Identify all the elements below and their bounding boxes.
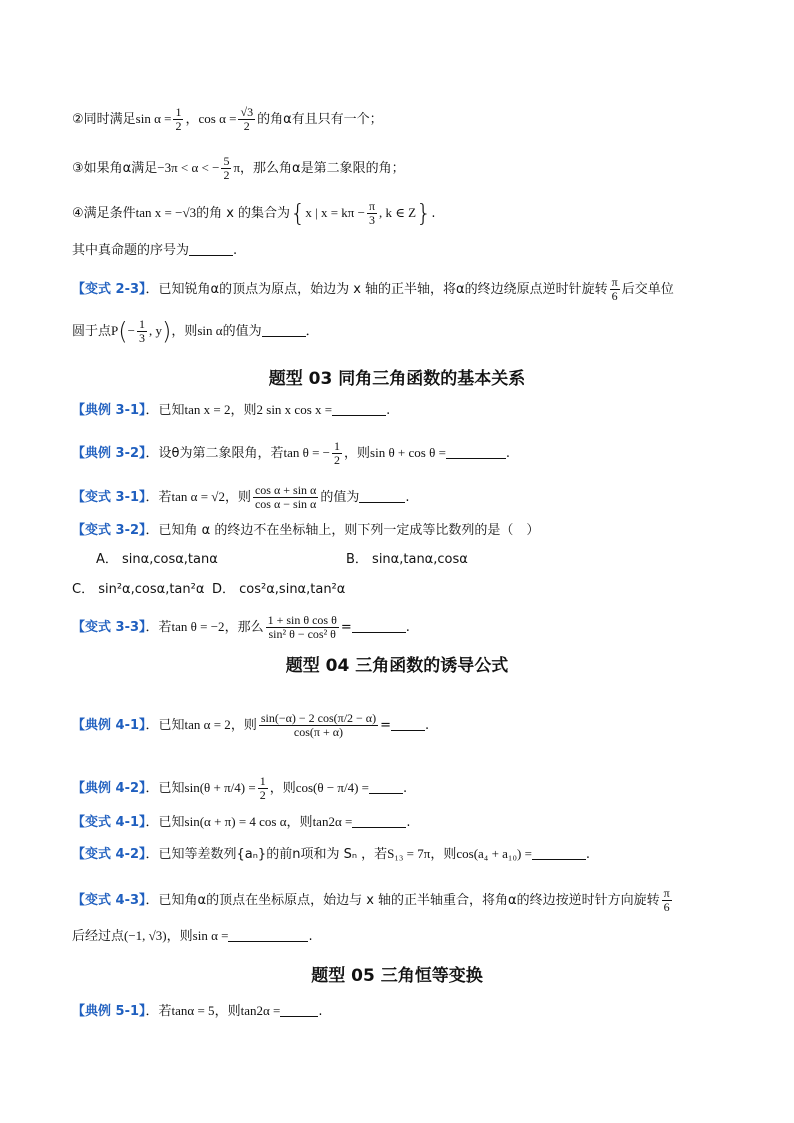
formula-sin: sin α = [135,111,172,126]
fraction: $\frac{\text{cos α + sin α}}{\text{cos α − sin α}}$ [254,483,317,511]
option-c[interactable]: C． sin²α,cosα,tan²α [72,582,205,597]
fraction: $\frac{1}{2}$ [259,774,266,802]
answer-blank[interactable] [391,718,425,731]
variant-3-3: 【变式 3-3】．若tan θ = −2，那么 $\frac{\text{1 + sin θ cos θ}}{\text{sin² θ − cos² θ}}$ = . [72,613,410,641]
answer-blank[interactable] [352,620,406,633]
answer-blank[interactable] [532,847,586,860]
example-4-2: 【典例 4-2】．已知sin(θ + π/4) = $\frac{1}{2}$ ，则cos(θ − π/4) = . [72,774,408,802]
variant-4-3-line1: 【变式 4-3】．已知角α的顶点在坐标原点，始边与 x 轴的正半轴重合，将角α的终边按逆时针方向旋转 $\frac{\pi}{6}$ [72,886,670,914]
fraction: $\frac{1}{2}$ [334,439,341,467]
statement-3: ③如果角α满足−3π < α < − $\frac{5}{2}$ π，那么角α是第二象限的角； [72,154,405,182]
inequality: −3π < α < − [157,160,220,175]
variant-4-1: 【变式 4-1】．已知sin(α + π) = 4 cos α，则tan2α = . [72,814,411,830]
fraction: $\frac{\text{1 + sin θ cos θ}}{\text{sin² θ − cos² θ}}$ [267,613,337,641]
variant-4-2: 【变式 4-2】．已知等差数列{aₙ}的前n项和为 Sₙ ，若S₁₃ = 7π，则cos(a₄ + a₁₀) = . [72,846,591,862]
answer-blank[interactable] [359,490,405,503]
variant-3-2: 【变式 3-2】．已知角 α 的终边不在坐标轴上，则下列一定成等比数列的是（ ） [72,523,540,538]
variant-tag: 【变式 2-3】 [72,282,146,297]
variant-4-3-line2: 后经过点(−1, √3)，则sin α = . [72,928,313,944]
fraction: $\frac{√3}{2}$ [240,105,254,133]
statement-4: ④满足条件tan x = −√3的角 x 的集合为{x | x = kπ − $\frac{\pi}{3}$ , k ∈ Z}. [72,199,436,228]
example-3-1: 【典例 3-1】．已知tan x = 2，则2 sin x cos x = . [72,402,391,418]
fraction: $\frac{\pi}{6}$ [663,886,670,914]
section-heading-05: 题型 05 三角恒等变换 [311,966,483,986]
statement-2: ②同时满足sin α = $\frac{1}{2}$ ，cos α = $\frac{√3}{2}$ 的角α有且只有一个； [72,105,383,133]
answer-blank[interactable] [280,1004,318,1017]
fraction: $\frac{\sin(-\alpha) - 2 \cos(\pi/2 - \alpha)}{\cos(\pi + \alpha)}$ [260,711,377,739]
answer-blank[interactable] [446,446,506,459]
fraction: $\frac{5}{2}$ [223,154,230,182]
statement-2-prefix: ②同时满足 [72,112,136,127]
formula-tan: tan x = −√3 [135,205,197,220]
answer-blank[interactable] [262,324,306,337]
variant-3-1: 【变式 3-1】．若tan α = √2，则 $\frac{\text{cos α + sin α}}{\text{cos α − sin α}}$ 的值为 . [72,483,410,511]
variant-2-3-line1: 【变式 2-3】．已知锐角α的顶点为原点，始边为 x 轴的正半轴，将α的终边绕原点逆时针旋转 $\frac{\pi}{6}$ 后交单位 [72,275,674,303]
answer-blank[interactable] [228,929,308,942]
set-expression: x | x = kπ − [305,205,365,220]
example-3-2: 【典例 3-2】．设θ为第二象限角，若tan θ = − $\frac{1}{2}$ ，则sin θ + cos θ = . [72,439,511,467]
answer-blank[interactable] [369,781,403,794]
answer-blank[interactable] [332,403,386,416]
section-heading-03: 题型 03 同角三角函数的基本关系 [268,369,526,389]
formula-cos: cos α = [198,111,237,126]
fraction: $\frac{1}{2}$ [175,105,182,133]
variant-2-3-line2: 圆于点P(− $\frac{1}{3}$ , y)，则sin α的值为 ． [72,317,319,346]
answer-blank[interactable] [189,243,233,256]
option-a[interactable]: A． sinα,cosα,tanα [96,552,218,567]
fraction: $\frac{1}{3}$ [138,317,145,345]
section-heading-04: 题型 04 三角函数的诱导公式 [285,656,509,676]
answer-blank[interactable] [352,815,406,828]
example-4-1: 【典例 4-1】．已知tan α = 2，则 $\frac{\sin(-\alpha) - 2 \cos(\pi/2 - \alpha)}{\cos(\pi + \alpha)}$ = . [72,711,430,739]
question-prompt: 其中真命题的序号为 . [72,243,238,258]
option-b[interactable]: B． sinα,tanα,cosα [346,552,468,567]
option-d[interactable]: D． cos²α,sinα,tan²α [212,582,346,597]
fraction: $\frac{\pi}{6}$ [611,275,618,303]
fraction: $\frac{\pi}{3}$ [368,199,375,227]
example-5-1: 【典例 5-1】．若tanα = 5，则tan2α = . [72,1003,323,1019]
